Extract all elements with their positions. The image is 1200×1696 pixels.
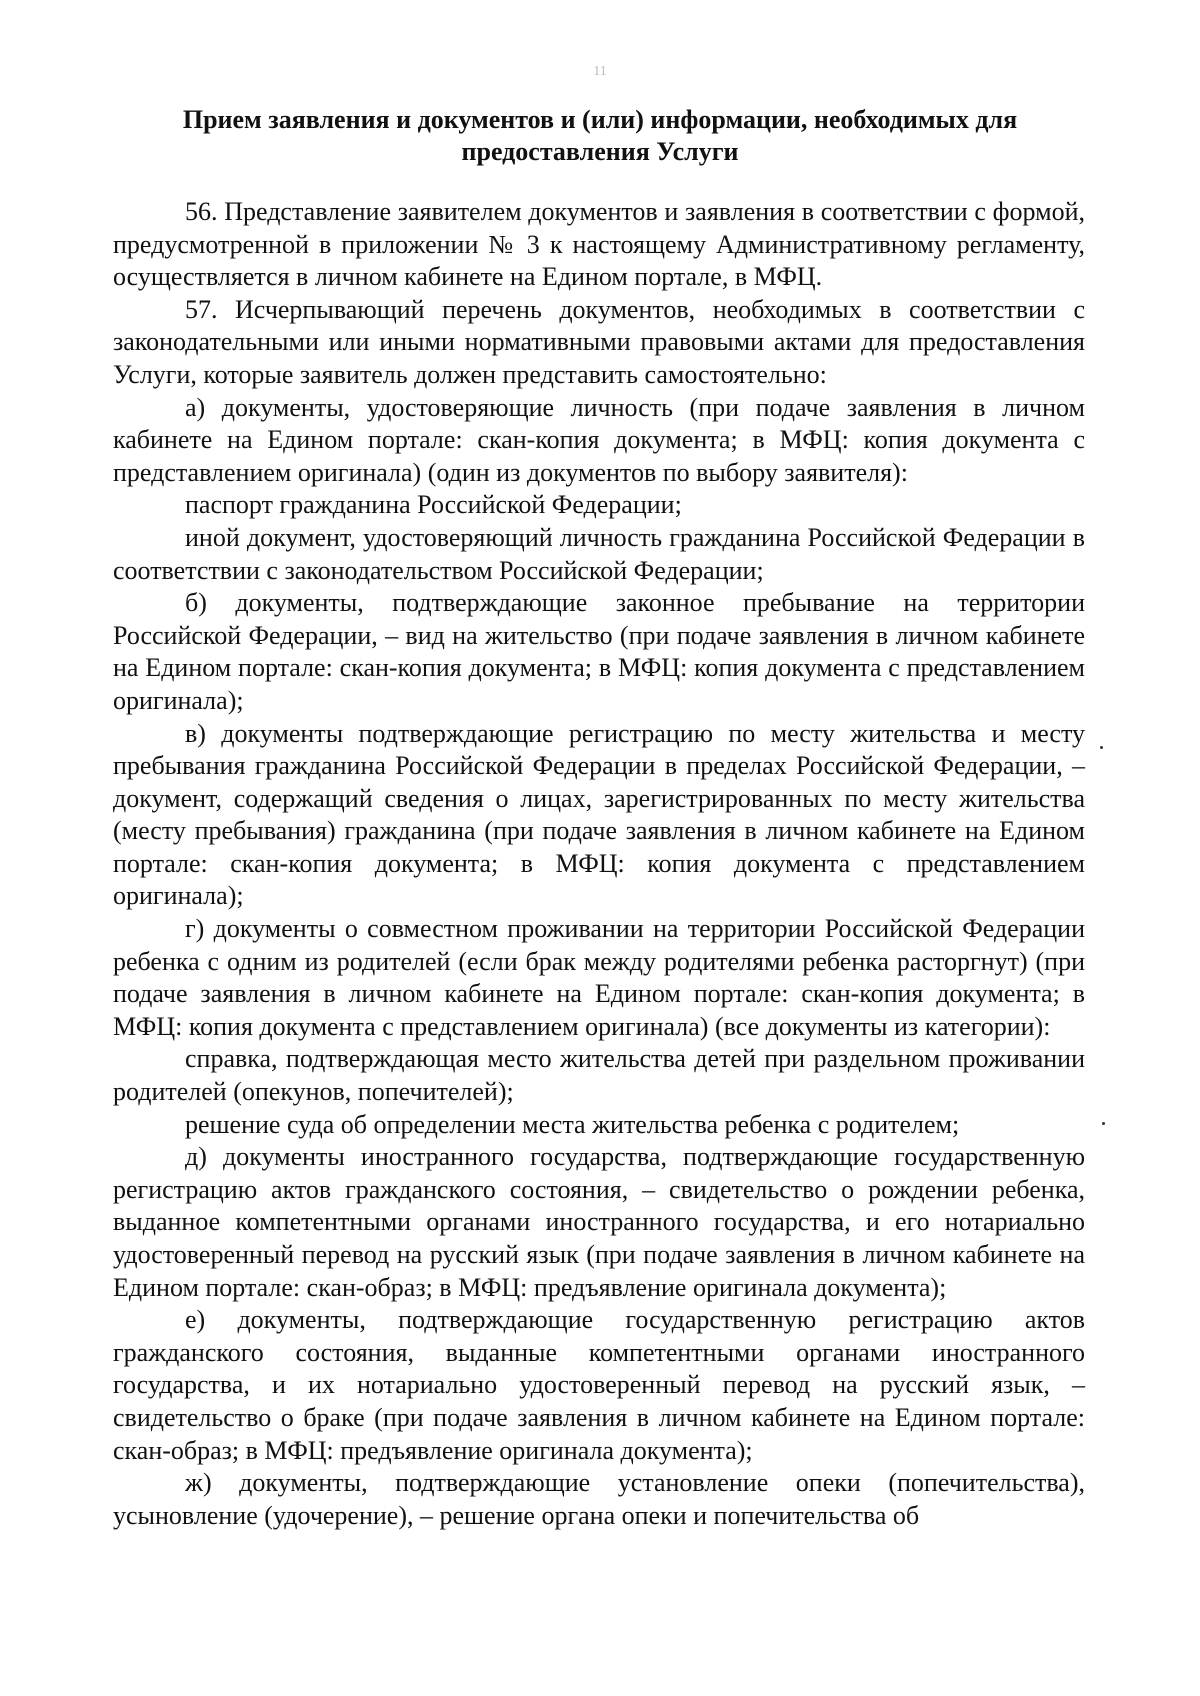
list-item-g: г) документы о совместном проживании на территории Российской Федерации ребенка с одним из родителей (если брак между родителями ребенка расторгнут) (при подаче заявления в личном кабинете на Едином портале: скан-копия документа; в МФЦ: копия документа с представлением оригинала) (все документы из категории): bbox=[113, 914, 1085, 1041]
list-subitem-residence-certificate: справка, подтверждающая место жительства детей при раздельном проживании родителей (опекунов, попечителей); bbox=[113, 1044, 1085, 1107]
paragraph-56: 56. Представление заявителем документов и заявления в соответствии с формой, предусмотренной в приложении № 3 к настоящему Административному регламенту, осуществляется в личном кабинете на Едином портале, в МФЦ. bbox=[113, 197, 1085, 292]
list-item-b: б) документы, подтверждающие законное пребывание на территории Российской Федерации, – вид на жительство (при подаче заявления в личном кабинете на Едином портале: скан-копия документа; в МФЦ: копия документа с представлением оригинала); bbox=[113, 588, 1085, 715]
list-subitem-court-decision: решение суда об определении места жительства ребенка с родителем; bbox=[185, 1109, 960, 1139]
list-item-zh: ж) документы, подтверждающие установление опеки (попечительства), усыновление (удочерение), – решение органа опеки и попечительства об bbox=[113, 1468, 1085, 1530]
document-body bbox=[113, 196, 1085, 1532]
list-item-v: в) документы подтверждающие регистрацию по месту жительства и месту пребывания гражданина Российской Федерации в пределах Российской Федерации, – документ, содержащий сведения о лицах, зарегистрированных по месту жительства (месту пребывания) гражданина (при подаче заявления в личном кабинете на Едином портале: скан-копия документа; в МФЦ: копия документа с представлением оригинала); bbox=[113, 718, 1085, 911]
page-number: 11 bbox=[593, 64, 607, 79]
list-subitem-other-id: иной документ, удостоверяющий личность гражданина Российской Федерации в соответствии с законодательством Российской Федерации; bbox=[113, 522, 1085, 585]
scan-speck bbox=[1102, 1122, 1105, 1125]
section-title: Прием заявления и документов и (или) информации, необходимых для предоставления Услуги bbox=[182, 105, 1018, 166]
paragraph-57: 57. Исчерпывающий перечень документов, необходимых в соответствии с законодательными или иными нормативными правовыми актами для предоставления Услуги, которые заявитель должен представить самостоятельно: bbox=[113, 294, 1085, 389]
scan-speck bbox=[1100, 746, 1103, 749]
list-subitem-passport: паспорт гражданина Российской Федерации; bbox=[185, 490, 682, 520]
list-item-a: а) документы, удостоверяющие личность (при подаче заявления в личном кабинете на Едином портале: скан-копия документа; в МФЦ: копия документа с представлением оригинала) (один из документов по выбору заявителя): bbox=[113, 392, 1085, 487]
list-item-e: е) документы, подтверждающие государственную регистрацию актов гражданского состояния, выданные компетентными органами иностранного государства, и их нотариально удостоверенный перевод на русский язык, – свидетельство о браке (при подаче заявления в личном кабинете на Едином портале: скан-образ; в МФЦ: предъявление оригинала документа); bbox=[113, 1305, 1085, 1465]
list-item-d: д) документы иностранного государства, подтверждающие государственную регистрацию актов гражданского состояния, – свидетельство о рождении ребенка, выданное компетентными органами иностранного государства, и его нотариально удостоверенный перевод на русский язык (при подаче заявления в личном кабинете на Едином портале: скан-образ; в МФЦ: предъявление оригинала документа); bbox=[113, 1142, 1085, 1302]
